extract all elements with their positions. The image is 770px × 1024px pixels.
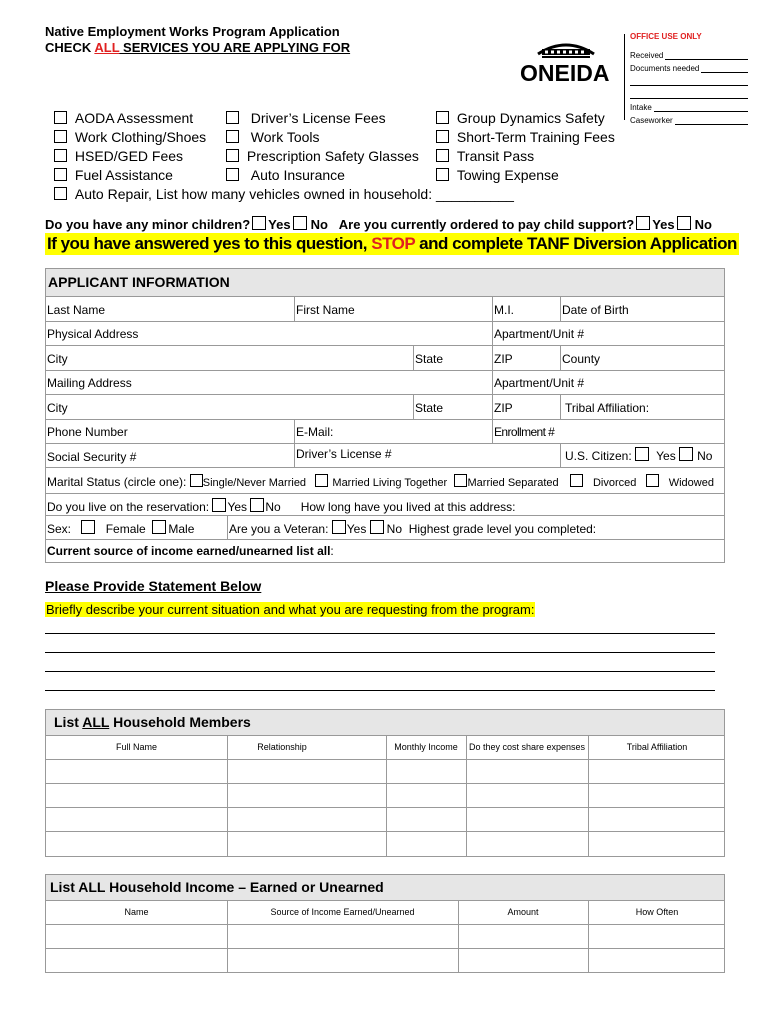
service-short-term-training[interactable] xyxy=(436,129,615,145)
phone-label: Phone Number xyxy=(47,425,128,439)
subtitle-all: ALL xyxy=(94,40,120,55)
divorced-checkbox[interactable] xyxy=(570,474,583,487)
ssn-label: Social Security # xyxy=(47,450,137,464)
single-checkbox[interactable] xyxy=(190,474,203,487)
checkbox[interactable] xyxy=(226,168,239,181)
children-question-row xyxy=(45,216,712,232)
tribal-affiliation-label: Tribal Affiliation: xyxy=(565,401,650,415)
mi-label: M.I. xyxy=(494,303,514,317)
yes-label: Yes xyxy=(656,449,676,463)
service-drivers-license[interactable] xyxy=(226,110,386,126)
county-label: County xyxy=(562,352,601,366)
service-label: Auto Repair, List how many vehicles owned in household: __________ xyxy=(74,186,514,202)
how-long-label: How long have you lived at this address: xyxy=(300,500,516,514)
service-fuel[interactable] xyxy=(54,167,173,183)
applicant-title: APPLICANT INFORMATION xyxy=(46,269,724,296)
service-aoda[interactable] xyxy=(54,110,193,126)
minor-children-question: Do you have any minor children? xyxy=(45,217,251,232)
zip-label: ZIP xyxy=(494,352,513,366)
received-label: Received xyxy=(630,51,664,60)
no-label: No xyxy=(694,217,712,232)
service-label: HSED/GED Fees xyxy=(74,148,184,164)
marital-single: Single/Never Married xyxy=(202,477,307,489)
col-name: Name xyxy=(124,907,149,917)
sex-row xyxy=(47,520,194,536)
marital-status-row xyxy=(47,474,714,489)
service-safety-glasses[interactable] xyxy=(226,148,419,164)
col-income-source: Source of Income Earned/Unearned xyxy=(270,907,415,917)
mailing-apt-unit-label: Apartment/Unit # xyxy=(494,376,585,390)
subtitle-pre: CHECK xyxy=(45,40,95,55)
checkbox[interactable] xyxy=(226,130,239,143)
service-label: Prescription Safety Glasses xyxy=(246,148,419,164)
service-work-clothing[interactable] xyxy=(54,129,206,145)
female-checkbox[interactable] xyxy=(81,520,95,534)
sex-label: Sex: xyxy=(47,522,72,536)
minor-children-no-checkbox[interactable] xyxy=(293,216,307,230)
statement-line-1[interactable] xyxy=(45,633,715,634)
reservation-row xyxy=(47,498,516,514)
office-divider xyxy=(624,34,625,120)
service-transit-pass[interactable] xyxy=(436,148,534,164)
service-group-dynamics[interactable] xyxy=(436,110,605,126)
child-support-no-checkbox[interactable] xyxy=(677,216,691,230)
yes-label: Yes xyxy=(268,217,291,232)
documents-line-3[interactable] xyxy=(630,86,748,99)
checkbox[interactable] xyxy=(226,149,239,162)
intake-field[interactable] xyxy=(654,103,748,112)
male-checkbox[interactable] xyxy=(152,520,166,534)
male-label: Male xyxy=(168,522,195,536)
checkbox[interactable] xyxy=(54,149,67,162)
email-label: E-Mail: xyxy=(296,425,334,439)
mailing-address-label: Mailing Address xyxy=(47,376,132,390)
child-support-yes-checkbox[interactable] xyxy=(636,216,650,230)
oneida-emblem-icon xyxy=(536,38,596,60)
marital-label: Marital Status (circle one): xyxy=(47,475,187,489)
marital-divorced: Divorced xyxy=(592,477,637,489)
checkbox[interactable] xyxy=(54,168,67,181)
widowed-checkbox[interactable] xyxy=(646,474,659,487)
checkbox[interactable] xyxy=(436,111,449,124)
documents-needed-label: Documents needed xyxy=(630,64,700,73)
checkbox[interactable] xyxy=(54,187,67,200)
married-separated-checkbox[interactable] xyxy=(454,474,467,487)
statement-heading: Please Provide Statement Below xyxy=(45,578,262,594)
stop-post: and complete TANF Diversion Application xyxy=(414,234,737,253)
col-monthly-income: Monthly Income xyxy=(394,742,458,752)
marital-separated: Married Separated xyxy=(467,477,559,489)
mailing-zip-label: ZIP xyxy=(494,401,513,415)
minor-children-yes-checkbox[interactable] xyxy=(252,216,266,230)
child-support-question: Are you currently ordered to pay child support? xyxy=(338,217,635,232)
documents-line-2[interactable] xyxy=(630,73,748,86)
service-work-tools[interactable] xyxy=(226,129,320,145)
reservation-question: Do you live on the reservation: xyxy=(47,500,210,514)
service-label: Group Dynamics Safety xyxy=(456,110,605,126)
service-label: Work Tools xyxy=(250,129,320,145)
no-label: No xyxy=(386,522,403,536)
household-title-all: ALL xyxy=(82,714,110,730)
state-label: State xyxy=(415,352,444,366)
stop-word: STOP xyxy=(371,234,415,253)
yes-label: Yes xyxy=(346,522,367,536)
marital-together: Married Living Together xyxy=(332,477,448,489)
household-title-post: Household Members xyxy=(109,714,251,730)
col-relationship: Relationship xyxy=(257,742,307,752)
income-source-colon: : xyxy=(330,544,334,558)
citizen-yes-checkbox[interactable] xyxy=(635,447,649,461)
col-full-name: Full Name xyxy=(115,742,157,752)
income-title: List ALL Household Income – Earned or Unearned xyxy=(46,875,724,900)
subtitle-post: SERVICES YOU ARE APPLYING FOR xyxy=(119,40,351,55)
oneida-logo xyxy=(520,38,610,87)
caseworker-label: Caseworker xyxy=(630,116,673,125)
service-label: Auto Insurance xyxy=(250,167,345,183)
service-hsed[interactable] xyxy=(54,148,183,164)
veteran-row xyxy=(229,520,596,536)
marital-widowed: Widowed xyxy=(668,477,714,489)
physical-address-label: Physical Address xyxy=(47,327,139,341)
enrollment-label: Enrollment # xyxy=(494,425,555,439)
service-label: AODA Assessment xyxy=(74,110,194,126)
documents-needed-field[interactable] xyxy=(701,64,748,73)
income-source-text: Current source of income earned/unearned list all xyxy=(47,544,331,558)
service-label: Transit Pass xyxy=(456,148,535,164)
household-members-table xyxy=(45,709,725,857)
received-field[interactable] xyxy=(665,51,748,60)
stop-pre: If you have answered yes to this question, xyxy=(47,234,372,253)
no-label: No xyxy=(310,217,328,232)
service-towing[interactable] xyxy=(436,167,559,183)
yes-label: Yes xyxy=(227,500,248,514)
col-how-often: How Often xyxy=(635,907,679,917)
reservation-no-checkbox[interactable] xyxy=(250,498,264,512)
checkbox[interactable] xyxy=(436,168,449,181)
household-title-pre: List xyxy=(54,714,83,730)
col-tribal-affiliation: Tribal Affiliation xyxy=(626,742,688,752)
veteran-label: Are you a Veteran: xyxy=(229,522,329,536)
form-subtitle xyxy=(45,40,350,55)
mailing-city-label: City xyxy=(47,401,68,415)
checkbox[interactable] xyxy=(54,130,67,143)
service-label: Short-Term Training Fees xyxy=(456,129,615,145)
dob-label: Date of Birth xyxy=(562,303,629,317)
yes-label: Yes xyxy=(652,217,675,232)
logo-wordmark: ONEIDA xyxy=(520,60,610,86)
service-label: Work Clothing/Shoes xyxy=(74,129,207,145)
checkbox[interactable] xyxy=(226,111,239,124)
statement-line-4[interactable] xyxy=(45,690,715,691)
col-amount: Amount xyxy=(507,907,539,917)
grade-level-label: Highest grade level you completed: xyxy=(408,522,597,536)
no-label: No xyxy=(697,449,713,463)
statement-line-3[interactable] xyxy=(45,671,715,672)
veteran-no-checkbox[interactable] xyxy=(370,520,384,534)
form-title: Native Employment Works Program Application xyxy=(45,24,340,39)
household-title xyxy=(46,710,724,735)
mailing-state-label: State xyxy=(415,401,444,415)
us-citizen-row xyxy=(565,447,712,463)
service-label: Towing Expense xyxy=(456,167,559,183)
checkbox[interactable] xyxy=(436,149,449,162)
married-together-checkbox[interactable] xyxy=(315,474,328,487)
income-source-label xyxy=(47,544,334,558)
citizen-no-checkbox[interactable] xyxy=(679,447,693,461)
statement-line-2[interactable] xyxy=(45,652,715,653)
service-label: Driver’s License Fees xyxy=(250,110,386,126)
service-auto-repair[interactable] xyxy=(54,186,514,202)
statement-prompt: Briefly describe your current situation and what you are requesting from the program: xyxy=(46,602,535,617)
service-label: Fuel Assistance xyxy=(74,167,173,183)
no-label: No xyxy=(265,500,281,514)
applicant-information-table xyxy=(45,268,725,563)
stop-notice xyxy=(45,233,739,255)
female-label: Female xyxy=(105,522,146,536)
us-citizen-label: U.S. Citizen: xyxy=(565,449,632,463)
reservation-yes-checkbox[interactable] xyxy=(212,498,226,512)
veteran-yes-checkbox[interactable] xyxy=(332,520,346,534)
apt-unit-label: Apartment/Unit # xyxy=(494,327,585,341)
office-use-heading: OFFICE USE ONLY xyxy=(630,32,702,41)
office-use-box xyxy=(630,32,748,125)
household-income-table xyxy=(45,874,725,973)
service-auto-insurance[interactable] xyxy=(226,167,345,183)
caseworker-field[interactable] xyxy=(675,116,748,125)
city-label: City xyxy=(47,352,68,366)
last-name-label: Last Name xyxy=(47,303,106,317)
col-cost-share: Do they cost share expenses xyxy=(468,742,586,752)
first-name-label: First Name xyxy=(296,303,355,317)
intake-label: Intake xyxy=(630,103,652,112)
drivers-license-label: Driver’s License # xyxy=(296,447,392,461)
checkbox[interactable] xyxy=(54,111,67,124)
checkbox[interactable] xyxy=(436,130,449,143)
